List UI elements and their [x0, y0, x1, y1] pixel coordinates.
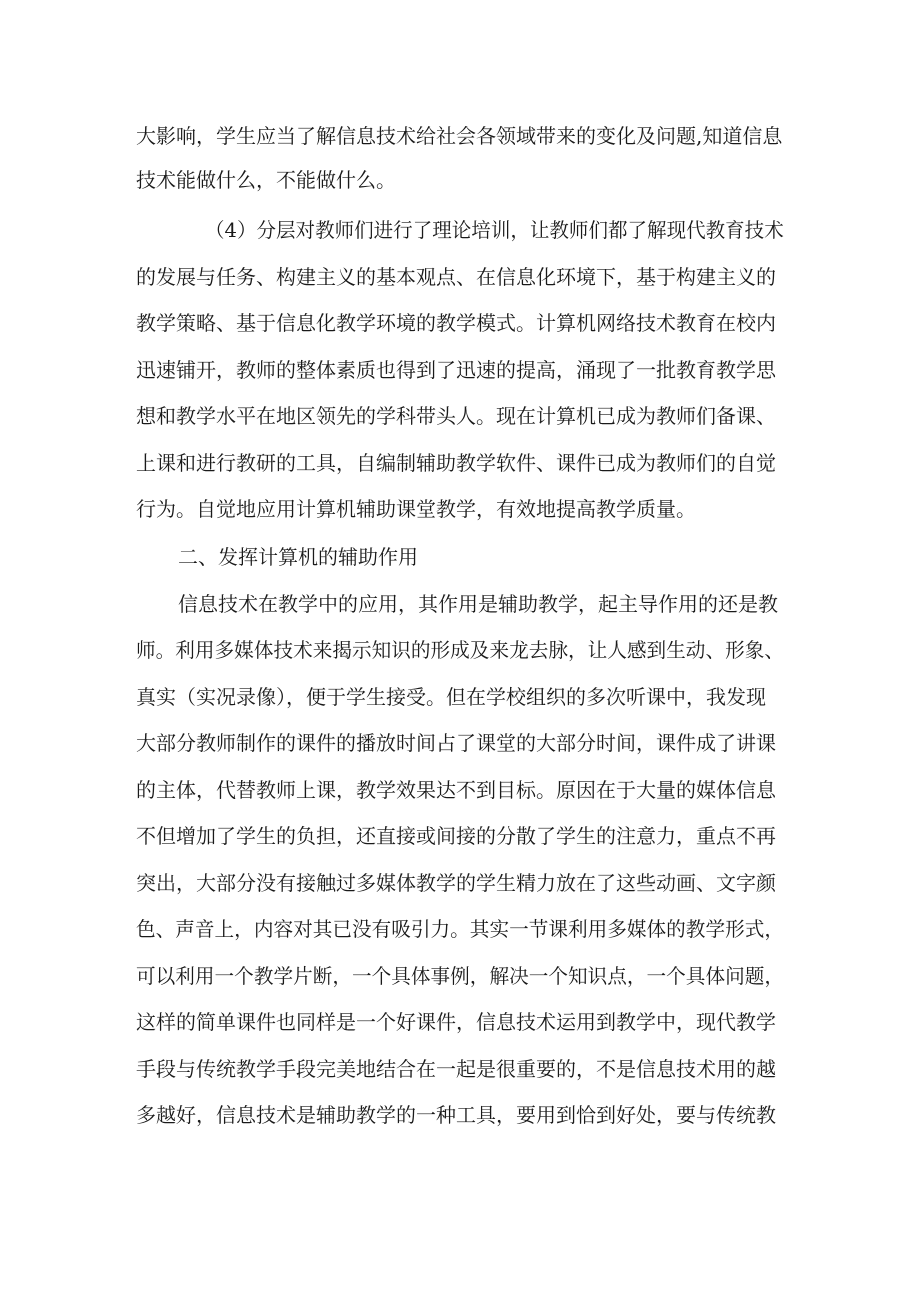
- text-line: 的主体，代替教师上课，教学效果达不到目标。原因在于大量的媒体信息: [136, 778, 776, 802]
- text-line: 多越好，信息技术是辅助教学的一种工具，要用到恰到好处，要与传统教: [136, 1103, 776, 1127]
- text-line: 的发展与任务、构建主义的基本观点、在信息化环境下，基于构建主义的: [136, 265, 776, 289]
- paragraph-start-line: 信息技术在教学中的应用，其作用是辅助教学，起主导作用的还是教: [178, 592, 778, 616]
- text-line: 技术能做什么，不能做什么。: [136, 168, 396, 192]
- text-line: 手段与传统教学手段完美地结合在一起是很重要的，不是信息技术用的越: [136, 1057, 776, 1081]
- text-line: 色、声音上，内容对其已没有吸引力。其实一节课利用多媒体的教学形式，: [136, 917, 784, 941]
- text-line: 行为。自觉地应用计算机辅助课堂教学，有效地提高教学质量。: [136, 497, 696, 521]
- text-line: 这样的简单课件也同样是一个好课件，信息技术运用到教学中，现代教学: [136, 1010, 776, 1034]
- text-line: 不但增加了学生的负担，还直接或间接的分散了学生的注意力，重点不再: [136, 824, 776, 848]
- text-line: 师。利用多媒体技术来揭示知识的形成及来龙去脉，让人感到生动、形象、: [136, 638, 784, 662]
- text-line: 突出，大部分没有接触过多媒体教学的学生精力放在了这些动画、文字颜: [136, 871, 776, 895]
- text-line: 想和教学水平在地区领先的学科带头人。现在计算机已成为教师们备课、: [136, 404, 776, 428]
- text-line: 教学策略、基于信息化教学环境的教学模式。计算机网络技术教育在校内: [136, 311, 776, 335]
- text-line: 真实（实况录像），便于学生接受。但在学校组织的多次听课中，我发现: [136, 685, 766, 709]
- text-line: 可以利用一个教学片断，一个具体事例，解决一个知识点，一个具体问题，: [136, 964, 784, 988]
- text-line: 上课和进行教研的工具，自编制辅助教学软件、课件已成为教师们的自觉: [136, 451, 776, 475]
- text-line: 迅速铺开，教师的整体素质也得到了迅速的提高，涌现了一批教育教学思: [136, 358, 776, 382]
- section-heading: 二、发挥计算机的辅助作用: [178, 545, 418, 569]
- text-line: 大影响，学生应当了解信息技术给社会各领域带来的变化及问题,知道信息: [136, 124, 783, 148]
- text-line: 大部分教师制作的课件的播放时间占了课堂的大部分时间，课件成了讲课: [136, 731, 776, 755]
- paragraph-start-line: （4）分层对教师们进行了理论培训，让教师们都了解现代教育技术: [205, 218, 784, 242]
